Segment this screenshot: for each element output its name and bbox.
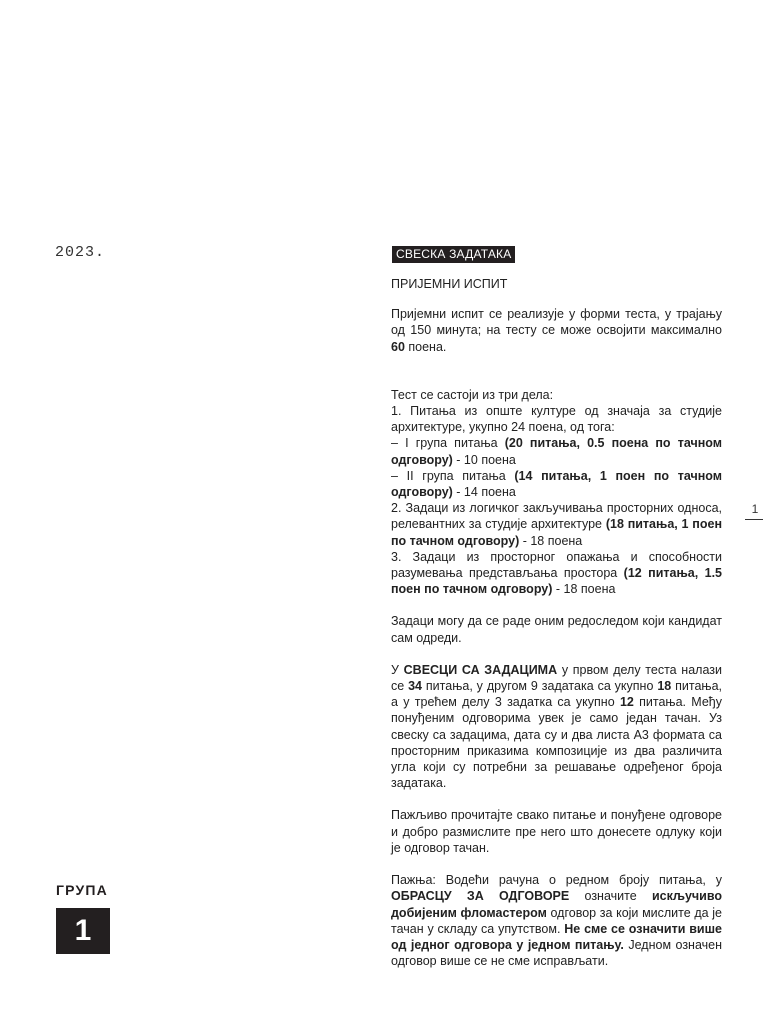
structure-lead: Тест се састоји из три дела: — [391, 387, 554, 402]
structure-group-1 — [391, 435, 722, 467]
attention-bold: Не сме се означити више од једног одговора у једном питању. — [391, 921, 722, 952]
booklet-bold: СВЕСЦИ СА ЗАДАЦИМА — [403, 662, 558, 677]
booklet-text: у првом делу теста налази се — [391, 662, 722, 694]
group-1-points: - 10 поена — [452, 452, 516, 467]
exam-heading: ПРИЈЕМНИ ИСПИТ — [391, 277, 508, 291]
item-3-text: 3. Задаци из просторног опажања и способности разумевања представљања простора — [391, 549, 722, 581]
item-2-text: 2. Задаци из логичког закључивања просторних односа, релевантних за студије архитектуре — [391, 501, 722, 532]
item-3-bold: (12 питања, 1.5 поен по тачном одговору) — [391, 566, 722, 597]
booklet-text: питања, а у трећем делу 3 задатка са укупно — [391, 679, 722, 710]
group-2-bold: (14 питања, 1 поен по тачном одговору) — [391, 468, 722, 500]
group-number-box — [56, 908, 110, 954]
spacer — [391, 856, 722, 872]
group-number: 1 — [74, 914, 92, 947]
instructions-column — [391, 276, 722, 969]
spacer — [391, 371, 722, 387]
attention-bold: искључиво добијеним фломастером — [391, 889, 722, 920]
attention-text: Пажња: Водећи рачуна о редном броју питања, у — [391, 873, 722, 888]
booklet-text: питања. Међу понуђеним одговорима увек је само један тачан. Уз свеску са задацима, дата су и два листа А3 формата са просторним приказима композиције из два различита угла који су потребни за решавање одређеног броја задатака. — [391, 695, 722, 791]
attention-text: Једном означен одговор више се не сме исправљати. — [391, 937, 722, 969]
intro-max-points: 60 — [391, 339, 405, 354]
booklet-count: 12 — [619, 695, 634, 710]
careful-paragraph: Пажљиво прочитајте свако питање и понуђене одговоре и добро размислите пре него што донесете одлуку који је одговор тачан. — [391, 808, 722, 855]
attention-text: одговор за који мислите да је тачан у складу са упутством. — [391, 905, 722, 936]
attention-text: означите — [569, 889, 652, 904]
group-2-text: – II група питања — [391, 468, 515, 483]
structure-group-2 — [391, 468, 722, 500]
spacer — [391, 355, 722, 371]
item-3-points: - 18 поена — [552, 582, 616, 597]
page-number: 1 — [751, 502, 759, 516]
structure-item-1: 1. Питања из опште културе од значаја за студије архитектуре, укупно 24 поена, од тога: — [391, 404, 722, 435]
booklet-text: У — [391, 662, 404, 677]
group-1-bold: (20 питања, 0.5 поена по тачном одговору) — [391, 436, 722, 467]
intro-text: Пријемни испит се реализује у форми теста, у трајању од 150 минута; на тесту се може освојити максимално — [391, 307, 722, 338]
booklet-paragraph — [391, 662, 722, 792]
spacer — [391, 597, 722, 613]
group-2-points: - 14 поена — [452, 485, 516, 500]
order-paragraph: Задаци могу да се раде оним редоследом који кандидат сам одреди. — [391, 614, 722, 645]
page-number-rule — [745, 519, 763, 520]
booklet-tag: СВЕСКА ЗАДАТАКА — [392, 246, 515, 263]
spacer — [391, 791, 722, 807]
spacer — [391, 646, 722, 662]
booklet-text: питања, у другом 9 задатака са укупно — [422, 679, 658, 694]
intro-text-end: поена. — [404, 339, 447, 354]
booklet-count: 18 — [657, 679, 672, 694]
group-label: ГРУПА — [56, 882, 108, 898]
booklet-count: 34 — [408, 679, 423, 694]
structure-item-3 — [391, 549, 722, 598]
group-1-text: – I група питања — [391, 436, 505, 451]
intro-paragraph — [391, 306, 722, 355]
item-2-points: - 18 поена — [519, 533, 583, 548]
attention-bold: ОБРАСЦУ ЗА ОДГОВОРЕ — [391, 889, 570, 904]
attention-paragraph — [391, 872, 722, 969]
item-2-bold: (18 питања, 1 поен по тачном одговору) — [391, 517, 722, 548]
structure-item-2 — [391, 500, 722, 549]
year: 2023. — [55, 244, 106, 261]
